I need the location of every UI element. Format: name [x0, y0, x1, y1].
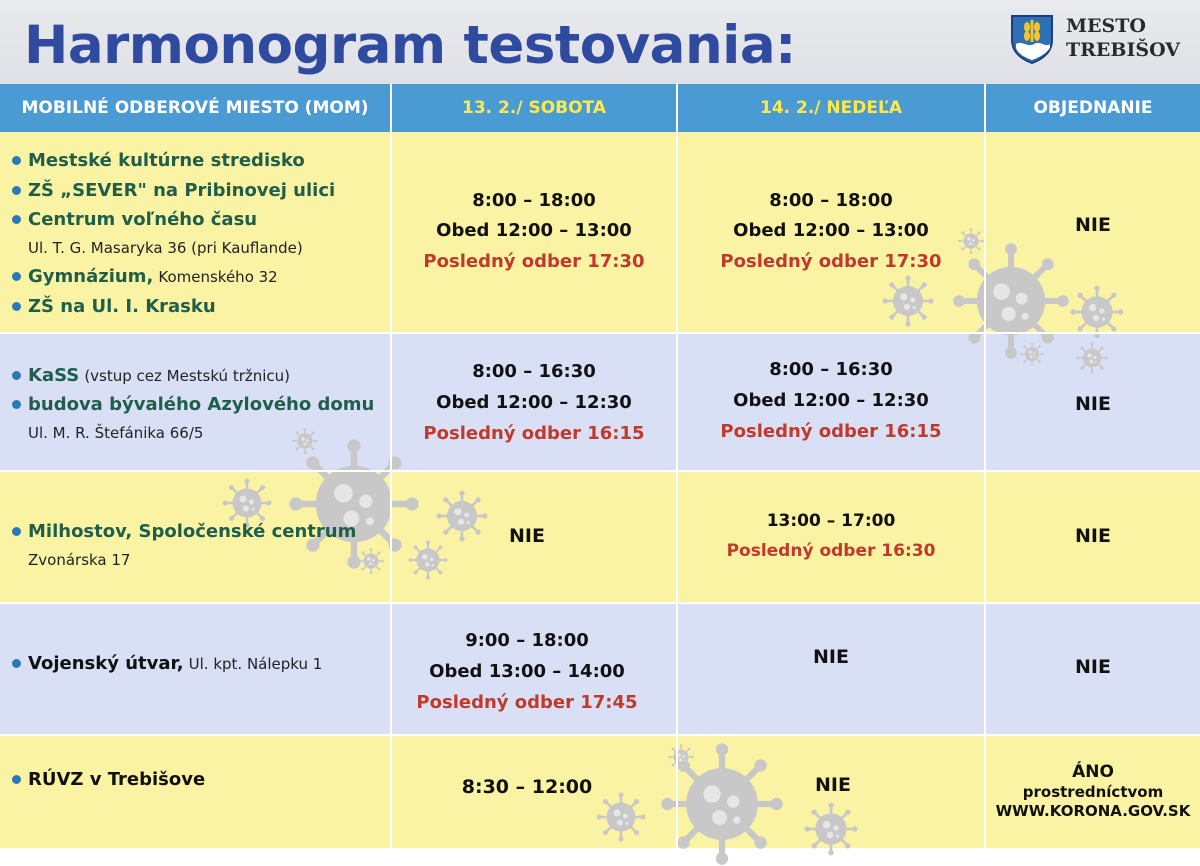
location-name: Vojenský útvar, — [28, 653, 184, 674]
location-item — [12, 650, 322, 678]
row-5-locations — [12, 766, 205, 794]
location-item — [12, 766, 205, 794]
booking-status: NIE — [1075, 656, 1111, 678]
location-item — [12, 176, 335, 206]
row-5-saturday — [392, 772, 662, 802]
location-item — [12, 362, 374, 390]
last-pickup: Posledný odber 17:30 — [423, 251, 645, 272]
row-1-locations — [12, 146, 335, 322]
last-pickup: Posledný odber 17:30 — [720, 251, 942, 272]
location-address: Komenského 32 — [158, 268, 278, 286]
booking-status: NIE — [1075, 525, 1111, 547]
location-name: Milhostov, Spoločenské centrum — [28, 521, 357, 542]
location-item — [12, 292, 335, 322]
opening-hours: 8:00 – 16:30 — [472, 360, 596, 382]
lunch-break: Obed 13:00 – 14:00 — [429, 660, 625, 682]
row-4-sunday — [678, 642, 984, 672]
location-item — [12, 146, 335, 176]
location-item — [12, 262, 335, 292]
lunch-break: Obed 12:00 – 13:00 — [436, 220, 632, 241]
opening-hours: 8:00 – 18:00 — [769, 190, 893, 211]
location-name: KaSS — [28, 365, 80, 386]
booking-status: NIE — [1075, 393, 1111, 415]
location-item — [12, 390, 374, 420]
row-5-booking — [986, 758, 1200, 824]
row-4-saturday — [392, 624, 662, 718]
opening-hours: 8:00 – 16:30 — [769, 358, 893, 380]
page-title: Harmonogram testovania: — [24, 15, 796, 76]
row-1-saturday — [392, 132, 676, 332]
booking-status: NIE — [1075, 214, 1111, 236]
location-address: Ul. kpt. Nálepku 1 — [188, 655, 323, 673]
header-saturday: 13. 2./ SOBOTA — [462, 98, 606, 118]
row-2-booking — [986, 334, 1200, 474]
row-1-sunday — [678, 132, 984, 332]
lunch-break: Obed 12:00 – 12:30 — [733, 389, 929, 411]
city-logo — [1010, 12, 1200, 68]
header-booking: OBJEDNANIE — [1033, 98, 1153, 118]
sunday-status: NIE — [813, 646, 849, 668]
row-3-sunday — [678, 506, 984, 566]
location-address: Ul. T. G. Masaryka 36 (pri Kauflande) — [28, 239, 303, 257]
location-name: RÚVZ v Trebišove — [28, 769, 206, 790]
row-divider — [0, 734, 1200, 736]
location-item — [12, 518, 356, 546]
lunch-break: Obed 12:00 – 12:30 — [436, 391, 632, 413]
location-name: ZŠ „SEVER" na Pribinovej ulici — [28, 180, 336, 201]
booking-website[interactable]: WWW.KORONA.GOV.SK — [995, 802, 1191, 820]
opening-hours: 8:00 – 18:00 — [472, 190, 596, 211]
virus-icon — [358, 548, 384, 574]
row-2-sunday — [678, 338, 984, 462]
last-pickup: Posledný odber 16:30 — [726, 541, 936, 561]
row-4-locations — [12, 650, 322, 678]
row-3-saturday — [392, 520, 662, 552]
location-address: Zvonárska 17 — [28, 551, 131, 569]
booking-via: prostredníctvom — [1022, 783, 1164, 801]
row-1-booking — [986, 132, 1200, 318]
opening-hours: 13:00 – 17:00 — [766, 511, 896, 531]
saturday-status: NIE — [509, 525, 545, 547]
opening-hours: 8:30 – 12:00 — [461, 776, 593, 798]
row-3-locations — [12, 518, 356, 574]
last-pickup: Posledný odber 16:15 — [423, 422, 645, 444]
last-pickup: Posledný odber 16:15 — [720, 420, 942, 442]
logo-line-1: MESTO — [1066, 15, 1146, 37]
location-address: Ul. M. R. Štefánika 66/5 — [28, 424, 204, 442]
row-4-booking — [986, 652, 1200, 682]
location-name: Centrum voľného času — [28, 209, 258, 230]
location-name: Gymnázium, — [28, 266, 154, 287]
logo-line-2: TREBIŠOV — [1066, 39, 1181, 61]
location-note: (vstup cez Mestskú tržnicu) — [84, 367, 291, 385]
sunday-status: NIE — [815, 774, 851, 796]
location-name: budova bývalého Azylového domu — [28, 394, 375, 415]
row-divider — [0, 602, 1200, 604]
virus-icon — [668, 744, 694, 770]
header-place: MOBILNÉ ODBEROVÉ MIESTO (MOM) — [21, 98, 369, 118]
header-sunday: 14. 2./ NEDEĽA — [759, 98, 902, 118]
coat-of-arms-icon — [1010, 14, 1054, 64]
row-3-booking — [986, 520, 1200, 552]
row-2-saturday — [392, 340, 676, 464]
location-name: ZŠ na Ul. I. Krasku — [28, 296, 216, 317]
row-5-sunday — [678, 770, 988, 800]
last-pickup: Posledný odber 17:45 — [416, 691, 638, 713]
row-2-locations — [12, 362, 374, 446]
location-item — [12, 206, 335, 234]
location-name: Mestské kultúrne stredisko — [28, 150, 305, 171]
lunch-break: Obed 12:00 – 13:00 — [733, 220, 929, 241]
booking-status: ÁNO — [1072, 762, 1114, 782]
opening-hours: 9:00 – 18:00 — [465, 629, 589, 651]
